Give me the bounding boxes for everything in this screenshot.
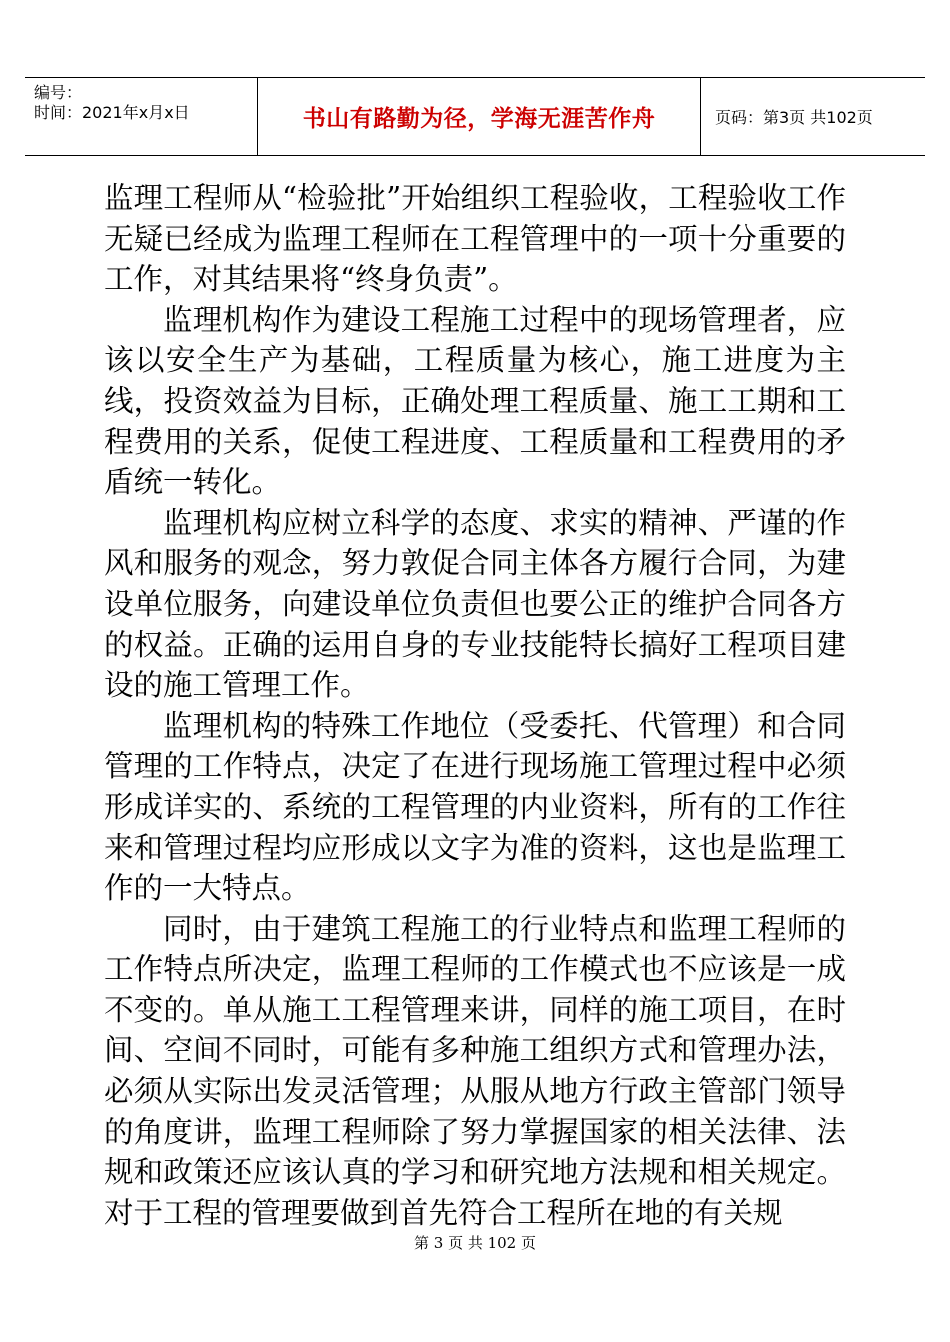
paragraph: 同时，由于建筑工程施工的行业特点和监理工程师的工作特点所决定，监理工程师的工作模式也不应该是一成不变的。单从施工工程管理来讲，同样的施工项目，在时间、空间不同时，可能有多种施工组织方式和管理办法，必须从实际出发灵活管理；从服从地方行政主管部门领导的角度讲，监理工程师除了努力掌握国家的相关法律、法规和政策还应该认真的学习和研究地方法规和相关规定。对于工程的管理要做到首先符合工程所在地的有关规 — [104, 911, 846, 1230]
header-page-info: 页码：第3页 共102页 — [715, 108, 873, 127]
document-body — [104, 178, 846, 1233]
document-time: 时间：2021年x月x日 — [34, 103, 190, 122]
header-page-cell — [699, 78, 925, 155]
header-motto: 书山有路勤为径，学海无涯苦作舟 — [302, 106, 656, 132]
header-motto-cell — [257, 78, 701, 155]
page-footer: 第 3 页 共 102 页 — [413, 1234, 536, 1252]
paragraph: 监理机构的特殊工作地位（受委托、代管理）和合同管理的工作特点，决定了在进行现场施工管理过程中必须形成详实的、系统的工程管理的内业资料，所有的工作往来和管理过程均应形成以文字为准的资料，这也是监理工作的一大特点。 — [104, 708, 846, 906]
header-meta — [25, 78, 257, 155]
paragraph: 监理工程师从“检验批”开始组织工程验收，工程验收工作无疑已经成为监理工程师在工程管理中的一项十分重要的工作，对其结果将“终身负责”。 — [104, 181, 846, 297]
paragraph: 监理机构作为建设工程施工过程中的现场管理者，应该以安全生产为基础，工程质量为核心，施工进度为主线，投资效益为目标，正确处理工程质量、施工工期和工程费用的关系，促使工程进度、工程质量和工程费用的矛盾统一转化。 — [104, 302, 846, 500]
paragraph: 监理机构应树立科学的态度、求实的精神、严谨的作风和服务的观念，努力敦促合同主体各方履行合同，为建设单位服务，向建设单位负责但也要公正的维护合同各方的权益。正确的运用自身的专业技能特长搞好工程项目建设的施工管理工作。 — [104, 505, 846, 703]
page-header — [25, 77, 925, 156]
document-number-label: 编号： — [34, 83, 83, 102]
